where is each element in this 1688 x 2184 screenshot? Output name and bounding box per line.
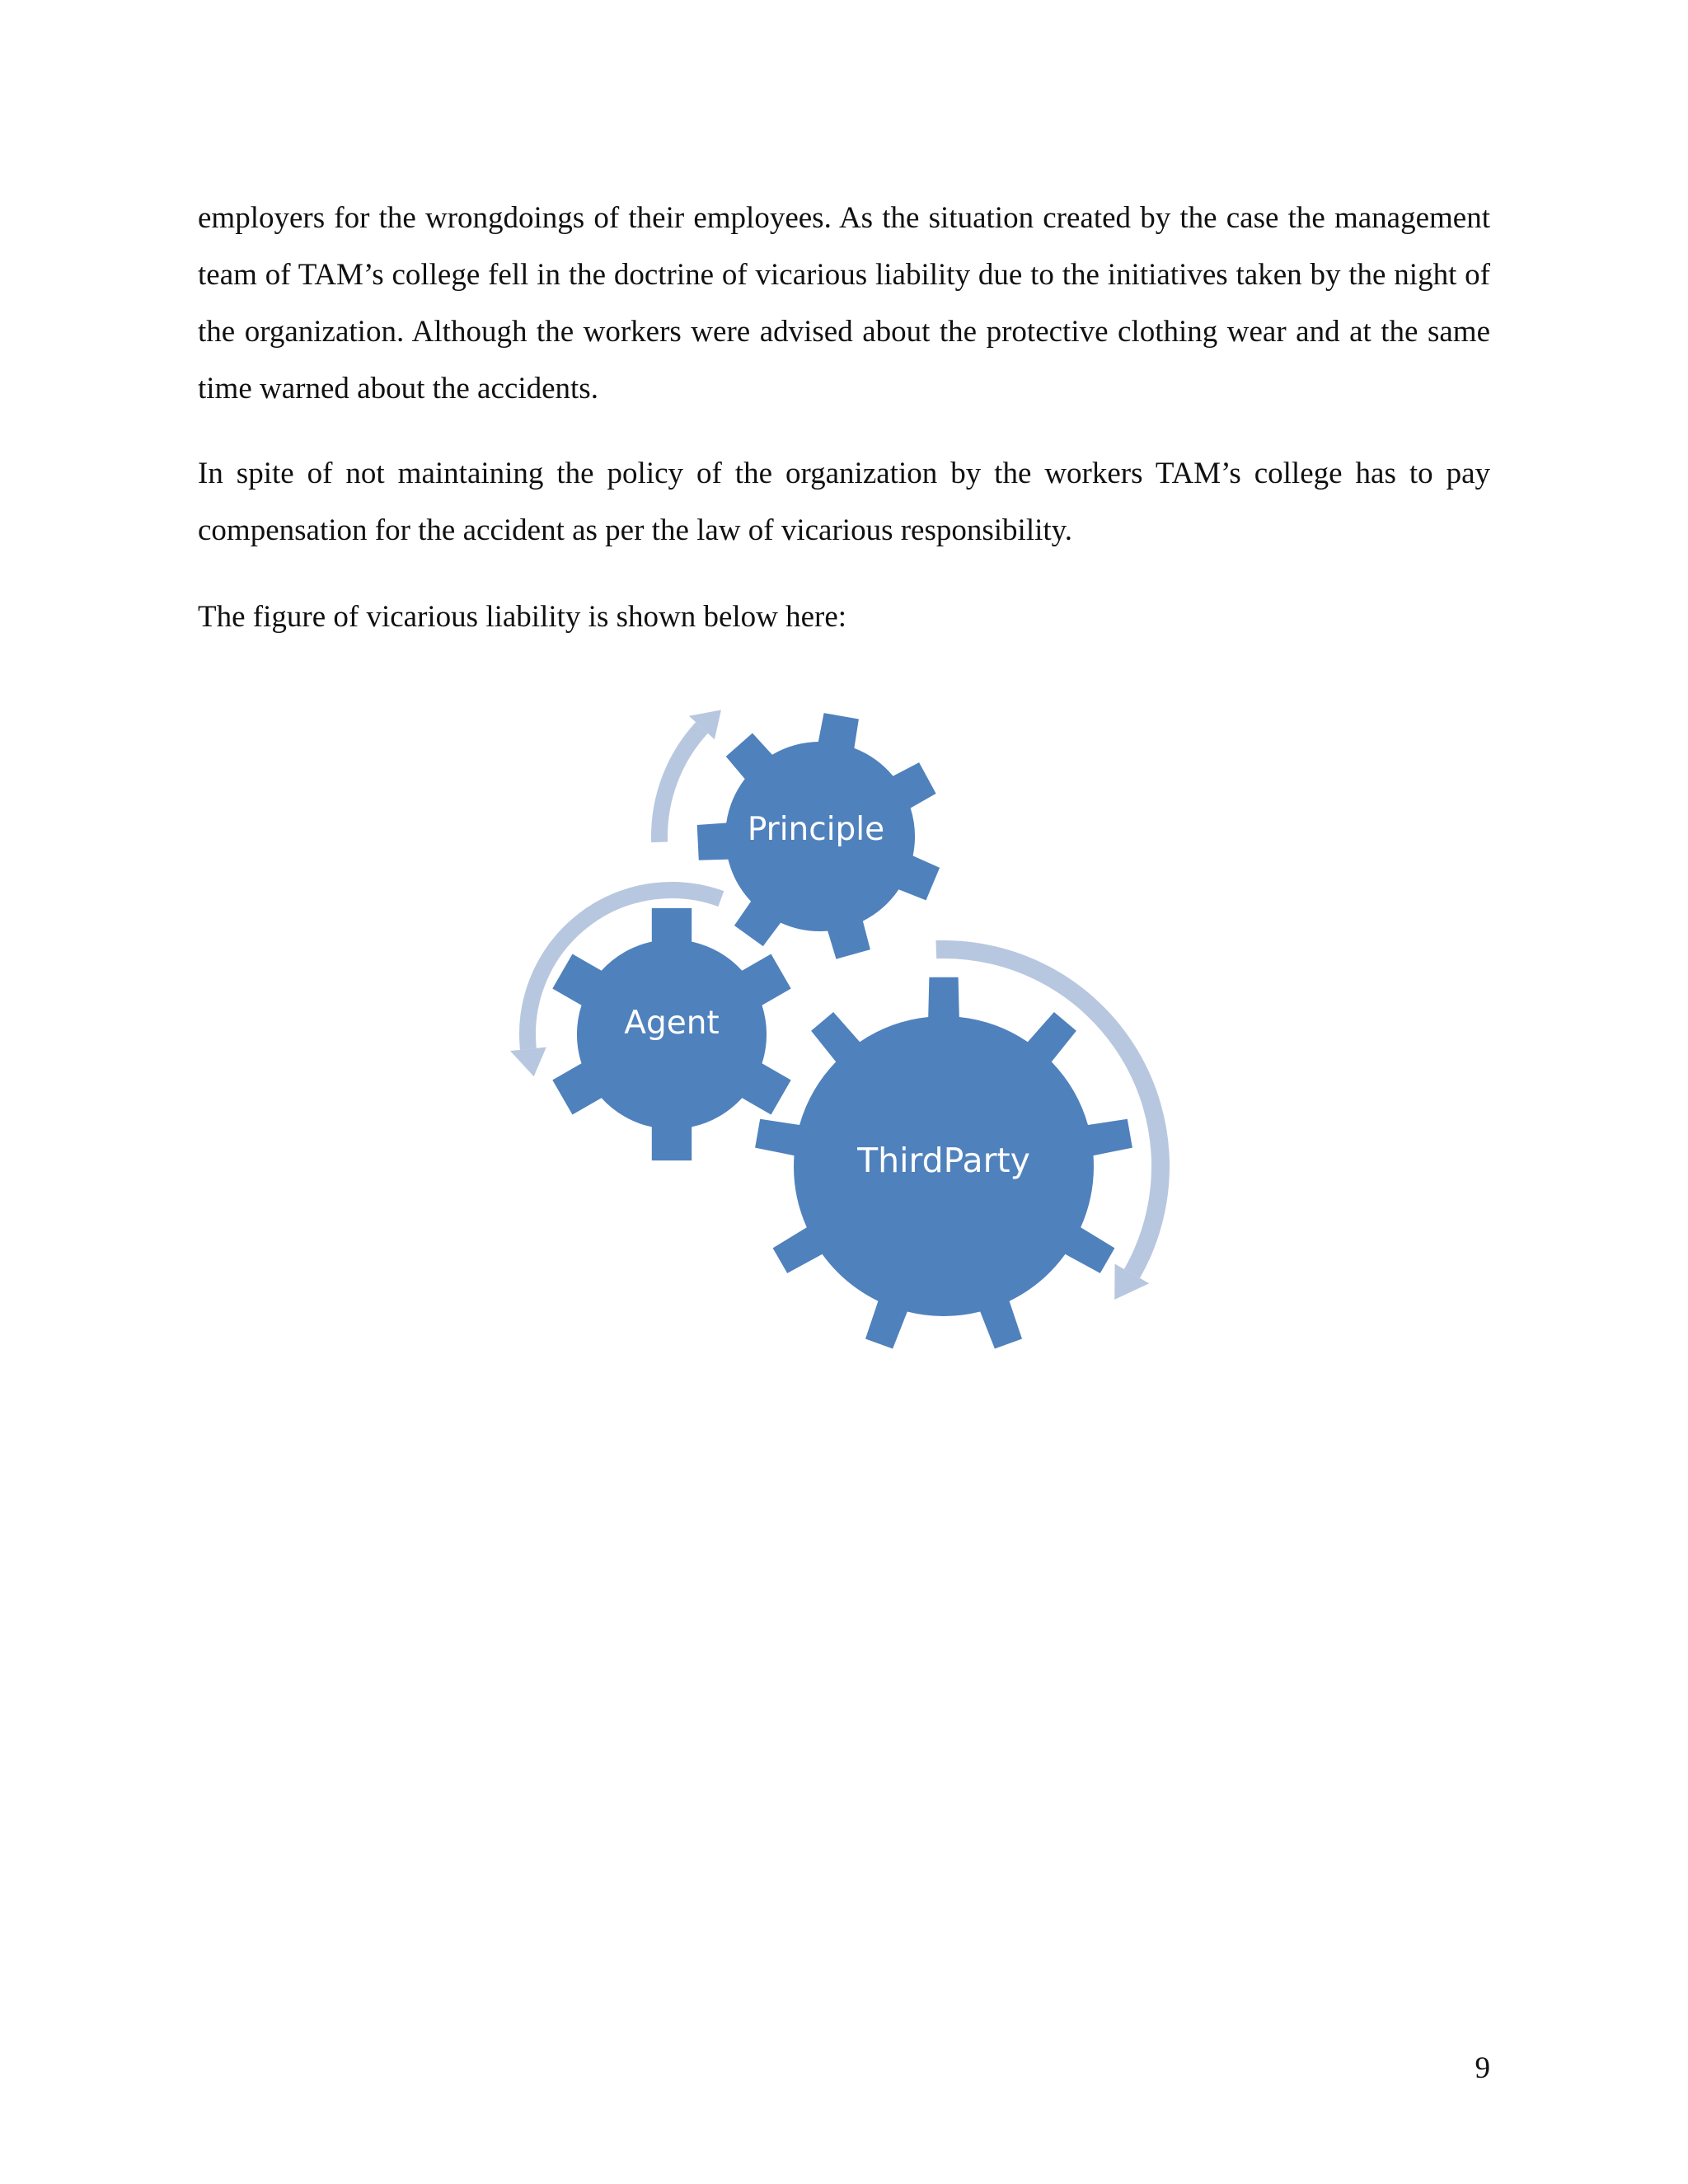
paragraph-2: In spite of not maintaining the policy of the organization by the workers TAM’s college has to pay compensation for the accident as per the law of vicarious responsibility. [198,457,1490,547]
arrow-arc [659,728,701,842]
thirdparty-label: ThirdParty [857,1141,1030,1180]
paragraph-1: employers for the wrongdoings of their employees. As the situation created by the case the management team of TAM’s college fell in the doctrine of vicarious liability due to the initiatives taken by the night of the organization. Although the workers were advised about the protective clothing wear and at the same time warned about the accidents. [198,201,1490,405]
arrow-head [510,1047,546,1077]
principle-label: Principle [747,811,885,848]
paragraph-3: The figure of vicarious liability is shown below here: [198,600,847,634]
page-number: 9 [1475,2051,1490,2085]
vicarious-liability-figure [470,701,1228,1376]
agent-label: Agent [624,1005,720,1042]
